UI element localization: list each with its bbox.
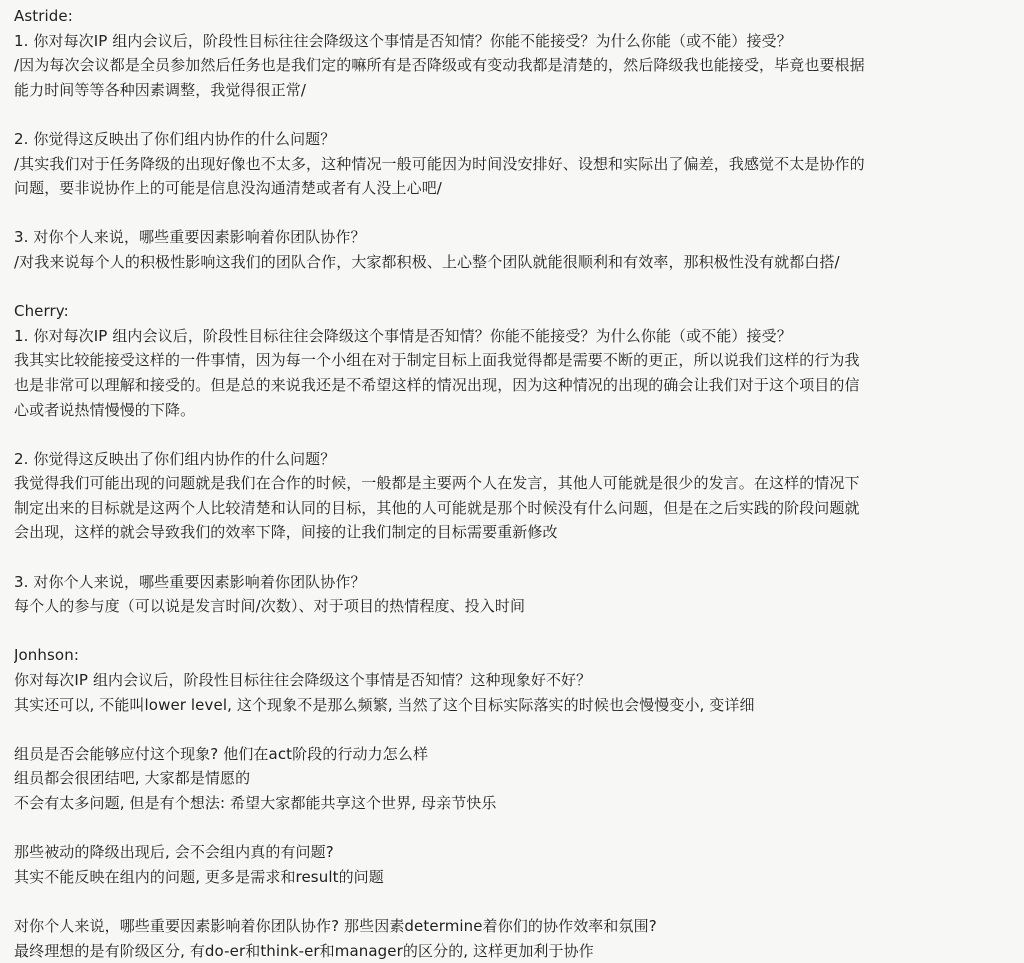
- answer-line: 心或者说热情慢慢的下降。: [14, 400, 196, 419]
- blank-line: [14, 102, 1010, 127]
- question-line: 2. 你觉得这反映出了你们组内协作的什么问题？: [14, 129, 336, 148]
- answer-line: 我其实比较能接受这样的一件事情，因为每一个小组在对于制定目标上面我觉得都是需要不断的更正，所以说我们这样的行为我: [14, 351, 860, 370]
- question-line: 那些被动的降级出现后, 会不会组内真的有问题?: [14, 843, 334, 862]
- answer-line: 制定出来的目标就是这两个人比较清楚和认同的目标，其他的人可能就是那个时候没有什么问题，但是在之后实践的阶段问题就: [14, 498, 860, 517]
- question-line: 3. 对你个人来说，哪些重要因素影响着你团队协作？: [14, 572, 366, 591]
- answer-line: 能力时间等等各种因素调整，我觉得很正常/: [14, 80, 307, 99]
- answer-line: 其实还可以, 不能叫lower level, 这个现象不是那么频繁, 当然了这个目标实际落实的时候也会慢慢变小, 变详细: [14, 695, 755, 714]
- answer-line: 组员都会很团结吧, 大家都是情愿的: [14, 769, 251, 788]
- answer-line: /因为每次会议都是全员参加然后任务也是我们定的嘛所有是否降级或有变动我都是清楚的，然后降级我也能接受，毕竟也要根据: [14, 56, 865, 75]
- blank-line: [14, 717, 1010, 742]
- question-line: 2. 你觉得这反映出了你们组内协作的什么问题？: [14, 449, 336, 468]
- question-line: 1. 你对每次IP 组内会议后，阶段性目标往往会降级这个事情是否知情？你能不能接受？为什么你能（或不能）接受？: [14, 31, 792, 50]
- answer-line: 不会有太多问题, 但是有个想法: 希望大家都能共享这个世界, 母亲节快乐: [14, 794, 497, 812]
- answer-line: 会出现，这样的就会导致我们的效率下降，间接的让我们制定的目标需要重新修改: [14, 523, 558, 542]
- speaker-name: Cherry:: [14, 302, 69, 321]
- blank-line: [14, 201, 1010, 226]
- blank-line: [14, 422, 1010, 447]
- speaker-name: Jonhson:: [14, 646, 79, 665]
- answer-line: /对我来说每个人的积极性影响这我们的团队合作，大家都积极、上心整个团队就能很顺利和有效率，那积极性没有就都白搭/: [14, 252, 840, 271]
- blank-line: [14, 816, 1010, 841]
- answer-line: 最终理想的是有阶级区分, 有do-er和think-er和manager的区分的, 这样更加利于协作: [14, 941, 594, 960]
- question-line: 组员是否会能够应付这个现象? 他们在act阶段的行动力怎么样: [14, 744, 429, 763]
- blank-line: [14, 545, 1010, 570]
- answer-line: 我觉得我们可能出现的问题就是我们在合作的时候，一般都是主要两个人在发言，其他人可能就是很少的发言。在这样的情况下: [14, 474, 860, 493]
- answer-line: /其实我们对于任务降级的出现好像也不太多，这种情况一般可能因为时间没安排好、设想和实际出了偏差，我感觉不太是协作的: [14, 154, 865, 173]
- answer-line: 每个人的参与度（可以说是发言时间/次数）、对于项目的热情程度、投入时间: [14, 597, 526, 616]
- question-line: 3. 对你个人来说，哪些重要因素影响着你团队协作？: [14, 228, 366, 247]
- blank-line: [14, 619, 1010, 644]
- question-line: 1. 你对每次IP 组内会议后，阶段性目标往往会降级这个事情是否知情？你能不能接受？为什么你能（或不能）接受？: [14, 326, 792, 345]
- answer-line: 其实不能反映在组内的问题, 更多是需求和result的问题: [14, 867, 384, 886]
- question-line: 对你个人来说，哪些重要因素影响着你团队协作? 那些因素determine着你们的协作效率和氛围?: [14, 916, 657, 935]
- blank-line: [14, 889, 1010, 914]
- answer-line: 问题，要非说协作上的可能是信息没沟通清楚或者有人没上心吧/: [14, 179, 442, 198]
- answer-line: 也是非常可以理解和接受的。但是总的来说我还是不希望这样的情况出现，因为这种情况的出现的确会让我们对于这个项目的信: [14, 375, 860, 394]
- speaker-name: Astride:: [14, 7, 73, 25]
- question-line: 你对每次IP 组内会议后，阶段性目标往往会降级这个事情是否知情？这种现象好不好？: [14, 671, 592, 690]
- blank-line: [14, 275, 1010, 300]
